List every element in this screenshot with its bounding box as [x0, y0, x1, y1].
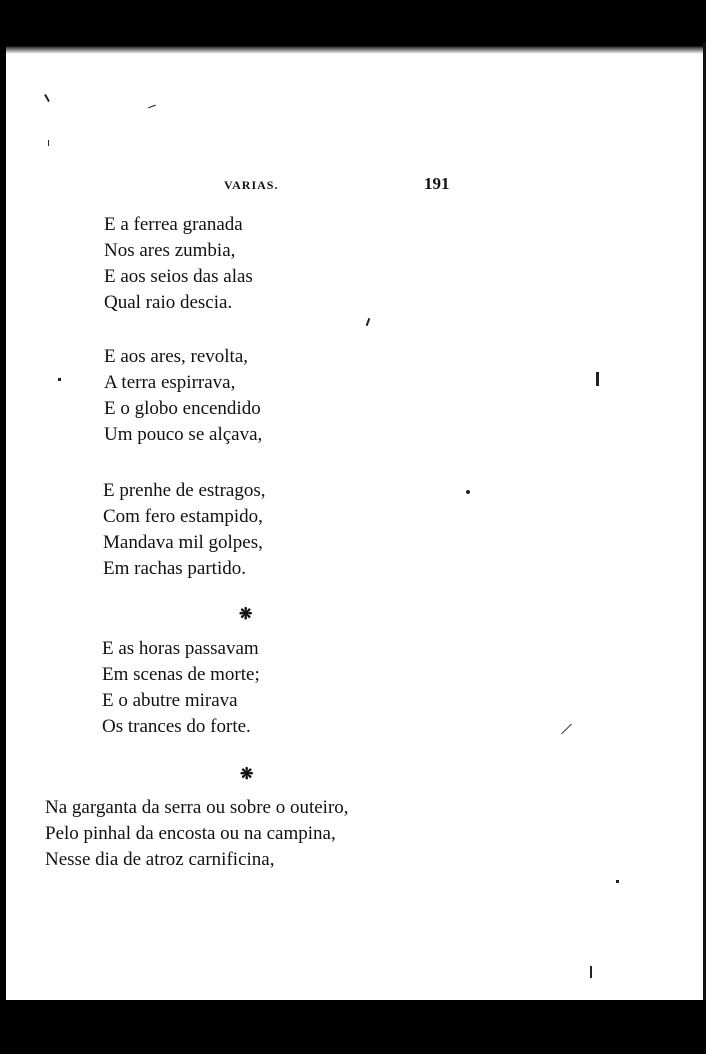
verse-line: E aos ares, revolta, — [104, 346, 249, 367]
scan-border-bottom — [0, 1000, 706, 1054]
book-page — [6, 42, 706, 1000]
verse-line: E a ferrea granada — [104, 214, 243, 235]
verse-line: E o abutre mirava — [102, 690, 238, 711]
stanza-4 — [102, 636, 260, 740]
verse-line: Mandava mil golpes, — [103, 532, 263, 553]
scan-speck — [58, 378, 61, 381]
scan-speck — [148, 105, 156, 109]
verse-line: A terra espirrava, — [104, 372, 236, 393]
scan-speck — [44, 94, 50, 102]
section-ornament-1: ❋ — [239, 606, 253, 623]
page-number: 191 — [424, 174, 450, 193]
page-header — [6, 176, 706, 196]
section-ornament-2: ❋ — [240, 766, 254, 783]
verse-line: Em scenas de morte; — [102, 664, 260, 685]
verse-line: Os trances do forte. — [102, 716, 251, 737]
page-top-edge — [6, 42, 706, 54]
verse-line: Nos ares zumbia, — [104, 240, 236, 261]
verse-line: Em rachas partido. — [103, 558, 246, 579]
scan-speck — [561, 724, 572, 735]
scan-speck — [366, 318, 371, 326]
stanza-1 — [104, 212, 253, 316]
scan-speck — [596, 372, 599, 386]
stanza-3 — [103, 478, 266, 582]
scan-speck — [466, 490, 470, 494]
running-title: VARIAS. — [224, 178, 279, 192]
verse-line: Na garganta da serra ou sobre o outeiro, — [45, 797, 349, 818]
scan-speck — [48, 140, 49, 146]
verse-line: E prenhe de estragos, — [103, 480, 266, 501]
verse-line: Com fero estampido, — [103, 506, 263, 527]
stanza-2 — [104, 344, 262, 448]
verse-line: Um pouco se alçava, — [104, 424, 263, 445]
scan-speck — [616, 880, 619, 883]
verse-line: E o globo encendido — [104, 398, 261, 419]
verse-line: Qual raio descia. — [104, 292, 233, 313]
scan-speck — [590, 966, 592, 978]
verse-line: Nesse dia de atroz carnificina, — [45, 849, 275, 870]
stanza-5 — [45, 795, 349, 873]
verse-line: E aos seios das alas — [104, 266, 253, 287]
verse-line: E as horas passavam — [102, 638, 259, 659]
verse-line: Pelo pinhal da encosta ou na campina, — [45, 823, 336, 844]
